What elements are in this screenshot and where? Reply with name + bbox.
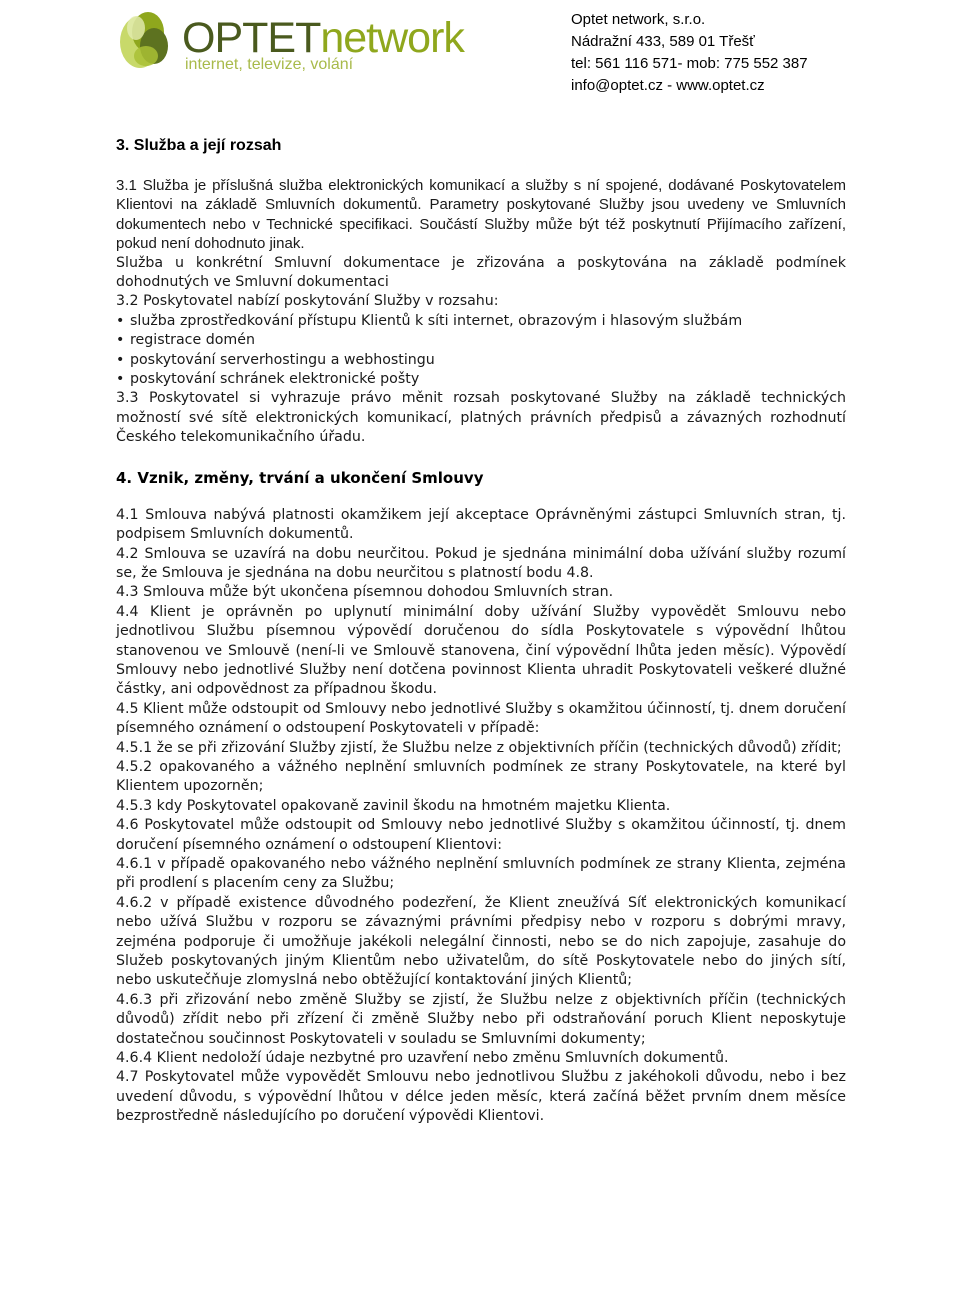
letterhead bbox=[0, 0, 960, 110]
list-item: • služba zprostředkování přístupu Klientů k síti internet, obrazovým i hlasovým službám bbox=[116, 312, 846, 331]
list-item: • poskytování serverhostingu a webhostingu bbox=[116, 351, 846, 370]
paragraph-4-1: 4.1 Smlouva nabývá platnosti okamžikem její akceptace Oprávněnými zástupci Smluvních stran, tj. podpisem Smluvních dokumentů. bbox=[116, 506, 846, 543]
paragraph-4-7: 4.7 Poskytovatel může vypovědět Smlouvu nebo jednotlivou Službu z jakéhokoli důvodu, nebo i bez uvedení důvodu, s výpovědní lhůtou v délce jeden měsíc, která začíná běžet prvním dnem měsíce bezprostředně následujícího po doručení výpovědi Klientovi. bbox=[116, 1069, 846, 1125]
document-body bbox=[116, 134, 846, 1127]
leaf-logo-icon bbox=[116, 6, 176, 72]
logo-text-part1: OPTET bbox=[182, 14, 321, 62]
contact-company: Optet network, s.r.o. bbox=[571, 11, 706, 28]
paragraph-4-6-2: 4.6.2 v případě existence důvodného podezření, že Klient zneužívá Síť elektronických komunikací nebo užívá Službu v rozporu se závaznými právními předpisy nebo v rozporu s dobrými mravy, zejména podporuje či umožňuje jakékoli nelegální činnosti, nebo se do nich zapojuje, zasahuje do Služeb poskytovaných jiným Klientům nebo uživatelům, do sítě Poskytovatele nebo do jiných sítí, nebo uskutečňuje zlomyslná nebo obtěžující kontaktování jiných Klientů; bbox=[116, 894, 846, 989]
paragraph-4-6-4: 4.6.4 Klient nedoloží údaje nezbytné pro uzavření nebo změnu Smluvních dokumentů. bbox=[116, 1050, 729, 1067]
company-logo-text bbox=[182, 14, 464, 62]
contact-address: Nádražní 433, 589 01 Třešť bbox=[571, 33, 755, 50]
paragraph-4-6-1: 4.6.1 v případě opakovaného nebo vážného neplnění smluvních podmínek ze strany Klienta, zejména při prodlení s placením ceny za Službu; bbox=[116, 856, 846, 892]
contact-phone: tel: 561 116 571- mob: 775 552 387 bbox=[571, 55, 808, 72]
paragraph-4-3: 4.3 Smlouva může být ukončena písemnou dohodou Smluvních stran. bbox=[116, 584, 614, 601]
list-item: • poskytování schránek elektronické pošty bbox=[116, 370, 846, 389]
paragraph-4-5-2: 4.5.2 opakovaného a vážného neplnění smluvních podmínek ze strany Poskytovatele, na které byl Klientem upozorněn; bbox=[116, 758, 846, 795]
paragraph-3-3: 3.3 Poskytovatel si vyhrazuje právo měnit rozsah poskytované Služby na základě technických možností své sítě elektronických komunikací, platných právních předpisů a závazných rozhodnutí Českého telekomunikačního úřadu. bbox=[116, 390, 846, 446]
paragraph-4-6-3: 4.6.3 při zřizování nebo změně Služby se zjistí, že Službu nelze z objektivních příčin (technických důvodů) zřídit nebo při zřízení či změně Služby nebo při odstraňování poruch Klient neposkytuje dostatečnou součinnost Poskytovateli v souladu se Smluvními dokumenty; bbox=[116, 991, 846, 1047]
paragraph-4-5-1: 4.5.1 že se při zřizování Služby zjistí, že Službu nelze z objektivních příčin (technických důvodů) zřídit; bbox=[116, 739, 842, 756]
logo-text-part2: network bbox=[320, 14, 464, 62]
section-4-heading: 4. Vznik, změny, trvání a ukončení Smlouvy bbox=[116, 468, 484, 487]
paragraph-3-2: 3.2 Poskytovatel nabízí poskytování Služby v rozsahu: bbox=[116, 293, 499, 310]
service-list bbox=[116, 312, 846, 390]
paragraph-3-1b: Služba u konkrétní Smluvní dokumentace je zřizována a poskytována na základě podmínek dohodnutých ve Smluvní dokumentaci bbox=[116, 254, 846, 291]
contact-block bbox=[571, 9, 808, 97]
section-3-heading: 3. Služba a její rozsah bbox=[116, 137, 282, 154]
paragraph-4-4: 4.4 Klient je oprávněn po uplynutí minimální doby užívání Služby vypovědět Smlouvu nebo jednotlivou Službu písemnou výpovědí doručenou do sídla Poskytovatele s výpovědní lhůtou stanovenou ve Smlouvě (není-li ve Smlouvě stanovena, činí výpovědní lhůta jeden měsíc). Výpovědí Smlouvy nebo jednotlivé Služby není dotčena povinnost Klienta uhradit Poskytovateli veškeré dlužné částky, ani odpovědnost za případnou škodu. bbox=[116, 603, 846, 698]
list-item: • registrace domén bbox=[116, 331, 846, 350]
paragraph-4-2: 4.2 Smlouva se uzavírá na dobu neurčitou. Pokud je sjednána minimální doba užívání služby rozumí se, že Smlouva je sjednána na dobu neurčitou s platností bodu 4.8. bbox=[116, 545, 846, 581]
paragraph-4-6: 4.6 Poskytovatel může odstoupit od Smlouvy nebo jednotlivé Služby s okamžitou účinností, tj. dnem doručení písemného oznámení o odstoupení Klientovi: bbox=[116, 817, 846, 853]
paragraph-4-5: 4.5 Klient může odstoupit od Smlouvy nebo jednotlivé Služby s okamžitou účinností, tj. dnem doručení písemného oznámení o odstoupení Poskytovateli v případě: bbox=[116, 700, 846, 737]
logo-tagline: internet, televize, volání bbox=[185, 56, 354, 73]
paragraph-3-1: 3.1 Služba je příslušná služba elektronických komunikací a služby s ní spojené, dodávané Poskytovatelem Klientovi na základě Smluvních dokumentů. Parametry poskytované Služby jsou uvedeny ve Smluvních dokumentech nebo v Technické specifikaci. Součástí Služby může být též poskytnutí Přijímacího zařízení, pokud není dohodnuto jinak. bbox=[116, 177, 846, 253]
contact-web: info@optet.cz - www.optet.cz bbox=[571, 77, 765, 94]
paragraph-4-5-3: 4.5.3 kdy Poskytovatel opakovaně zavinil škodu na hmotném majetku Klienta. bbox=[116, 797, 671, 814]
